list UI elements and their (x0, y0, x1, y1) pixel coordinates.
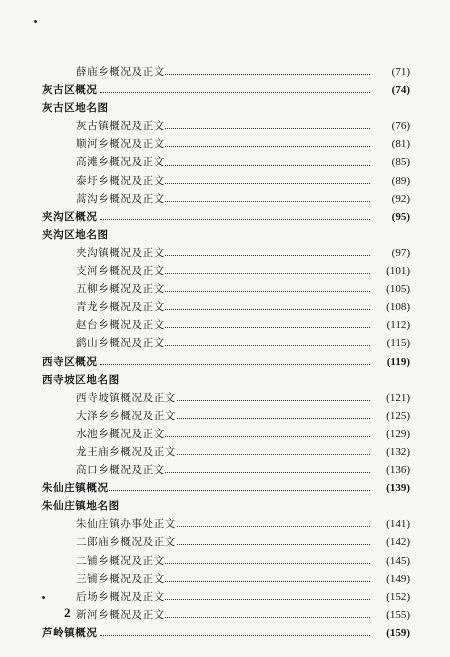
toc-entry (0, 172, 450, 190)
toc-entry (0, 117, 450, 135)
dot-leader (100, 217, 376, 220)
toc-entry-page: (145) (370, 552, 410, 570)
page-number: 2 (64, 605, 71, 620)
toc-entry (0, 190, 450, 208)
dot-leader (100, 488, 376, 491)
toc-entry (0, 135, 450, 153)
dot-leader (160, 307, 376, 310)
toc-entry-title: 五柳乡概况及正文 (76, 283, 165, 296)
toc-entry (0, 533, 450, 551)
toc-entry-title: 后场乡概况及正文 (76, 590, 165, 603)
dot-leader (160, 289, 376, 292)
toc-entry (0, 334, 450, 352)
toc-entry-page: (85) (370, 153, 410, 171)
toc-entry-page: (136) (370, 461, 410, 479)
toc-entry-title: 西寺坡镇概况及正文 (76, 391, 176, 404)
toc-entry (0, 353, 450, 371)
toc-entry-page: (95) (370, 208, 410, 226)
toc-entry-page: (152) (370, 588, 410, 606)
toc-entry-title: 西寺区概况 (42, 355, 98, 368)
dot-leader (160, 434, 376, 437)
toc-entry-title: 顺河乡概况及正文 (76, 138, 165, 151)
toc-entry-title: 蒿沟乡概况及正文 (76, 192, 165, 205)
toc-entry-title: 支河乡概况及正文 (76, 265, 165, 278)
dot-leader (100, 362, 376, 365)
toc-entry (0, 262, 450, 280)
dot-leader (160, 253, 376, 256)
toc-entry (0, 81, 450, 99)
toc-entry (0, 497, 450, 515)
toc-entry (0, 153, 450, 171)
toc-entry (0, 588, 450, 606)
toc-entry-page: (129) (370, 425, 410, 443)
toc-entry (0, 461, 450, 479)
dot-leader (160, 325, 376, 328)
scan-speck (34, 20, 37, 23)
toc-entry-page: (121) (370, 389, 410, 407)
toc-entry-page: (74) (370, 81, 410, 99)
scan-speck (42, 596, 45, 599)
dot-leader (100, 633, 376, 636)
toc-entry (0, 63, 450, 81)
toc-entry-page: (115) (370, 334, 410, 352)
toc-entry-title: 二郎庙乡概况及正文 (76, 536, 176, 549)
toc-entry-page: (108) (370, 298, 410, 316)
toc-entry (0, 624, 450, 642)
toc-entry-title: 新河乡概况及正文 (76, 608, 165, 621)
toc-entry-title: 鹞山乡概况及正文 (76, 337, 165, 350)
toc-entry-page: (132) (370, 443, 410, 461)
toc-entry (0, 479, 450, 497)
toc-entry (0, 244, 450, 262)
toc-entry-title: 灰古区概况 (42, 84, 98, 97)
dot-leader (160, 597, 376, 600)
toc-entry-page: (76) (370, 117, 410, 135)
toc-entry-page: (101) (370, 262, 410, 280)
toc-entry (0, 515, 450, 533)
toc-entry (0, 371, 450, 389)
toc-entry (0, 389, 450, 407)
toc-entry-title: 大泽乡乡概况及正文 (76, 409, 176, 422)
toc-entry-page: (141) (370, 515, 410, 533)
toc-entry-page: (125) (370, 407, 410, 425)
toc-entry-title: 青龙乡概况及正文 (76, 301, 165, 314)
toc-entry (0, 407, 450, 425)
toc-entry-title: 朱仙庄镇地名图 (42, 500, 120, 513)
toc-entry-title: 芦岭镇概况 (42, 626, 98, 639)
toc-entry-title: 三铺乡概况及正文 (76, 572, 165, 585)
dot-leader (160, 163, 376, 166)
toc-entry-title: 灰古镇概况及正文 (76, 120, 165, 133)
toc-entry-title: 高滩乡概况及正文 (76, 156, 165, 169)
dot-leader (160, 181, 376, 184)
toc-entry-title: 西寺坡区地名图 (42, 373, 120, 386)
toc-entry-title: 灰古区地名图 (42, 102, 109, 115)
dot-leader (100, 90, 376, 93)
toc-entry-title: 薛庙乡概况及正文 (76, 66, 165, 78)
toc-entry-title: 龙王庙乡概况及正文 (76, 445, 176, 458)
toc-entry-title: 水池乡概况及正文 (76, 427, 165, 440)
toc-entry (0, 316, 450, 334)
toc-entry-page: (81) (370, 135, 410, 153)
toc-entry-page: (155) (370, 606, 410, 624)
toc-entry (0, 443, 450, 461)
toc-entry-title: 朱仙庄镇办事处正文 (76, 518, 176, 531)
toc-entry (0, 226, 450, 244)
toc-entry-page: (105) (370, 280, 410, 298)
toc-entry-page: (119) (370, 353, 410, 371)
dot-leader (160, 524, 376, 527)
dot-leader (160, 126, 376, 129)
toc-entry-page: (149) (370, 570, 410, 588)
toc-entry (0, 570, 450, 588)
toc-entry-title: 夹沟镇概况及正文 (76, 246, 165, 259)
toc-entry-title: 朱仙庄镇概况 (42, 482, 109, 495)
dot-leader (160, 452, 376, 455)
toc-entry-title: 夹沟区概况 (42, 210, 98, 223)
dot-leader (160, 144, 376, 147)
toc-entry-page: (89) (370, 172, 410, 190)
toc-entry-page: (97) (370, 244, 410, 262)
dot-leader (160, 579, 376, 582)
toc-entry-page: (92) (370, 190, 410, 208)
dot-leader (160, 542, 376, 545)
toc-entry-title: 高口乡概况及正文 (76, 464, 165, 477)
toc-entry (0, 280, 450, 298)
toc-entry-page: (139) (370, 479, 410, 497)
dot-leader (160, 343, 376, 346)
dot-leader (160, 199, 376, 202)
dot-leader (160, 398, 376, 401)
toc-entry-title: 二铺乡概况及正文 (76, 554, 165, 567)
toc-entry-title: 泰圩乡概况及正文 (76, 174, 165, 187)
dot-leader (160, 271, 376, 274)
toc-entry-page: (112) (370, 316, 410, 334)
dot-leader (160, 561, 376, 564)
toc-entry (0, 425, 450, 443)
toc-entry (0, 552, 450, 570)
toc-entry (0, 298, 450, 316)
toc-entry-page: (71) (370, 63, 410, 81)
table-of-contents (0, 63, 450, 642)
toc-entry (0, 208, 450, 226)
dot-leader (160, 470, 376, 473)
toc-entry-title: 夹沟区地名图 (42, 228, 109, 241)
dot-leader (160, 72, 376, 75)
dot-leader (160, 615, 376, 618)
toc-entry-page: (159) (370, 624, 410, 642)
dot-leader (160, 416, 376, 419)
toc-entry-page: (142) (370, 533, 410, 551)
toc-entry-title: 赵台乡概况及正文 (76, 319, 165, 332)
toc-entry (0, 99, 450, 117)
